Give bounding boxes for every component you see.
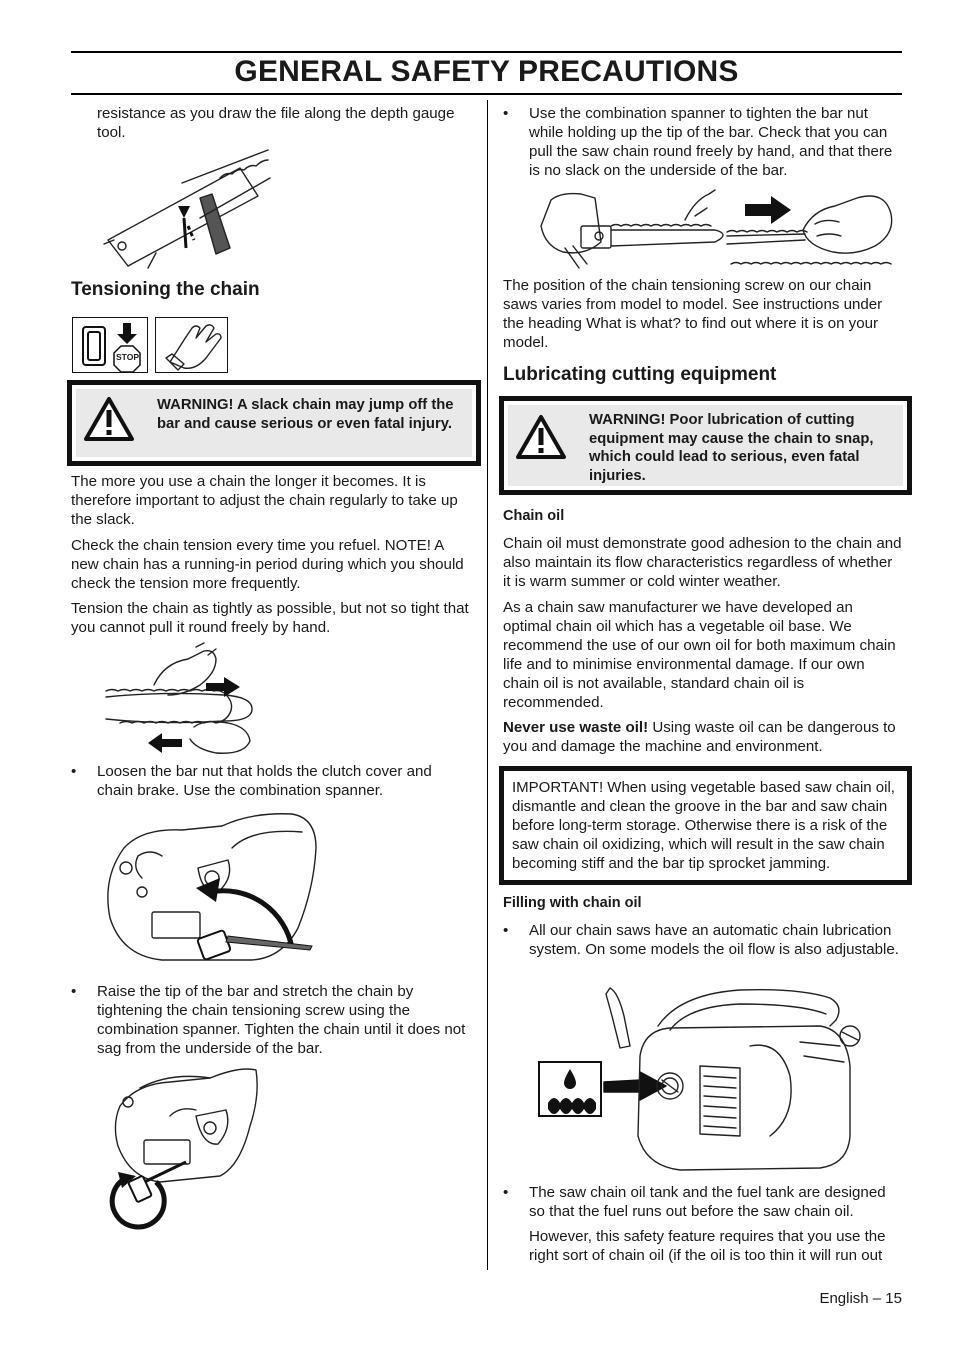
page-footer: English – 15 [819, 1290, 902, 1307]
bullet-marker: • [503, 105, 509, 122]
depth-gauge-file-illustration [100, 148, 300, 273]
bullet-marker: • [503, 922, 509, 939]
important-text: IMPORTANT! When using vegetable based saw chain oil, dismantle and clean the groove in the bar and saw chain before long-term storage. Otherwise there is a risk of the saw chain oil oxidizing, which will result in the saw chain becoming stiff and the bar tip sprocket jamming. [512, 779, 895, 872]
warning-box-poor-lubrication [499, 396, 912, 495]
important-box-vegetable-oil [499, 766, 912, 885]
paragraph-check-tension: Check the chain tension every time you refuel. NOTE! A new chain has a running-in period during which you should check the tension more frequently. [71, 537, 464, 592]
subheading-chain-oil: Chain oil [503, 508, 565, 524]
bullet-marker: • [503, 1184, 509, 1201]
oil-filling-saw-illustration [600, 986, 870, 1176]
stop-sign-label: STOP [116, 352, 139, 362]
subheading-filling-chain-oil: Filling with chain oil [503, 895, 642, 911]
paragraph-screw-position: The position of the chain tensioning screw on our chain saws varies from model to model. See instructions under the heading What is what? to find out where it is on your model. [503, 277, 883, 351]
warning-text-poor-lubrication: WARNING! Poor lubrication of cutting equipment may cause the chain to snap, which could lead to serious, even fatal injuries. [589, 412, 874, 484]
bullet-loosen-bar-nut: Loosen the bar nut that holds the clutch cover and chain brake. Use the combination spanner. [97, 763, 432, 799]
paragraph-tension-tightly: Tension the chain as tightly as possible, but not so tight that you cannot pull it round freely by hand. [71, 600, 469, 636]
chain-pull-by-hand-illustration [104, 645, 274, 760]
section-title-tensioning: Tensioning the chain [71, 279, 260, 300]
switch-off-symbol [72, 317, 148, 373]
section-title-lubricating: Lubricating cutting equipment [503, 364, 777, 385]
tighten-and-check-chain-illustration [535, 186, 900, 272]
bullet-marker: • [71, 983, 77, 1000]
bullet-raise-bar-tip: Raise the tip of the bar and stretch the chain by tightening the chain tensioning screw using the combination spanner. Tighten the chain until it does not sag from the underside of the bar. [97, 983, 466, 1057]
intro-continuation: resistance as you draw the file along the depth gauge tool. [97, 105, 455, 141]
warning-box-slack-chain [67, 380, 481, 466]
tensioning-screw-illustration [100, 1066, 270, 1226]
page-title: GENERAL SAFETY PRECAUTIONS [234, 55, 739, 88]
bullet-automatic-lubrication: All our chain saws have an automatic chain lubrication system. On some models the oil flow is also adjustable. [529, 922, 899, 958]
glove-symbol [155, 317, 228, 373]
paragraph-vegetable-oil: As a chain saw manufacturer we have developed an optimal chain oil which has a vegetable oil base. We recommend the use of our own oil for both maximum chain life and to minimise environmental damage. If our own chain oil is not available, standard chain oil is recommended. [503, 599, 896, 711]
header-rule-top [71, 51, 902, 53]
bullet-marker: • [71, 763, 77, 780]
paragraph-oil-adhesion: Chain oil must demonstrate good adhesion to the chain and also maintain its flow characteristics regardless of whether it is warm summer or cold winter weather. [503, 535, 902, 590]
bullet-tighten-bar-nut: Use the combination spanner to tighten the bar nut while holding up the tip of the bar. Check that you can pull the saw chain round freely by hand, and that there is no slack on the underside of the bar. [529, 105, 893, 179]
warning-triangle-icon [516, 414, 566, 460]
chain-link-icon [548, 1098, 596, 1114]
oil-drop-icon [564, 1069, 576, 1089]
column-divider [487, 100, 488, 1270]
bullet-oil-tank-design: The saw chain oil tank and the fuel tank are designed so that the fuel runs out before the saw chain oil. [529, 1184, 886, 1220]
chain-oil-symbol [538, 1061, 602, 1117]
loosen-bar-nut-illustration [102, 808, 322, 968]
warning-triangle-icon [84, 396, 134, 442]
waste-oil-warning-bold: Never use waste oil! [503, 719, 649, 736]
paragraph-safety-feature: However, this safety feature requires that you use the right sort of chain oil (if the oil is too thin it will run out [529, 1228, 886, 1264]
paragraph-waste-oil [503, 718, 903, 756]
header-rule-bottom [71, 93, 902, 95]
paragraph-chain-length: The more you use a chain the longer it becomes. It is therefore important to adjust the chain regularly to take up the slack. [71, 473, 458, 528]
waste-oil-warning-text: Using waste oil can be dangerous to you and damage the machine and environment. [503, 719, 896, 755]
warning-text-slack-chain: WARNING! A slack chain may jump off the bar and cause serious or even fatal injury. [157, 397, 454, 432]
